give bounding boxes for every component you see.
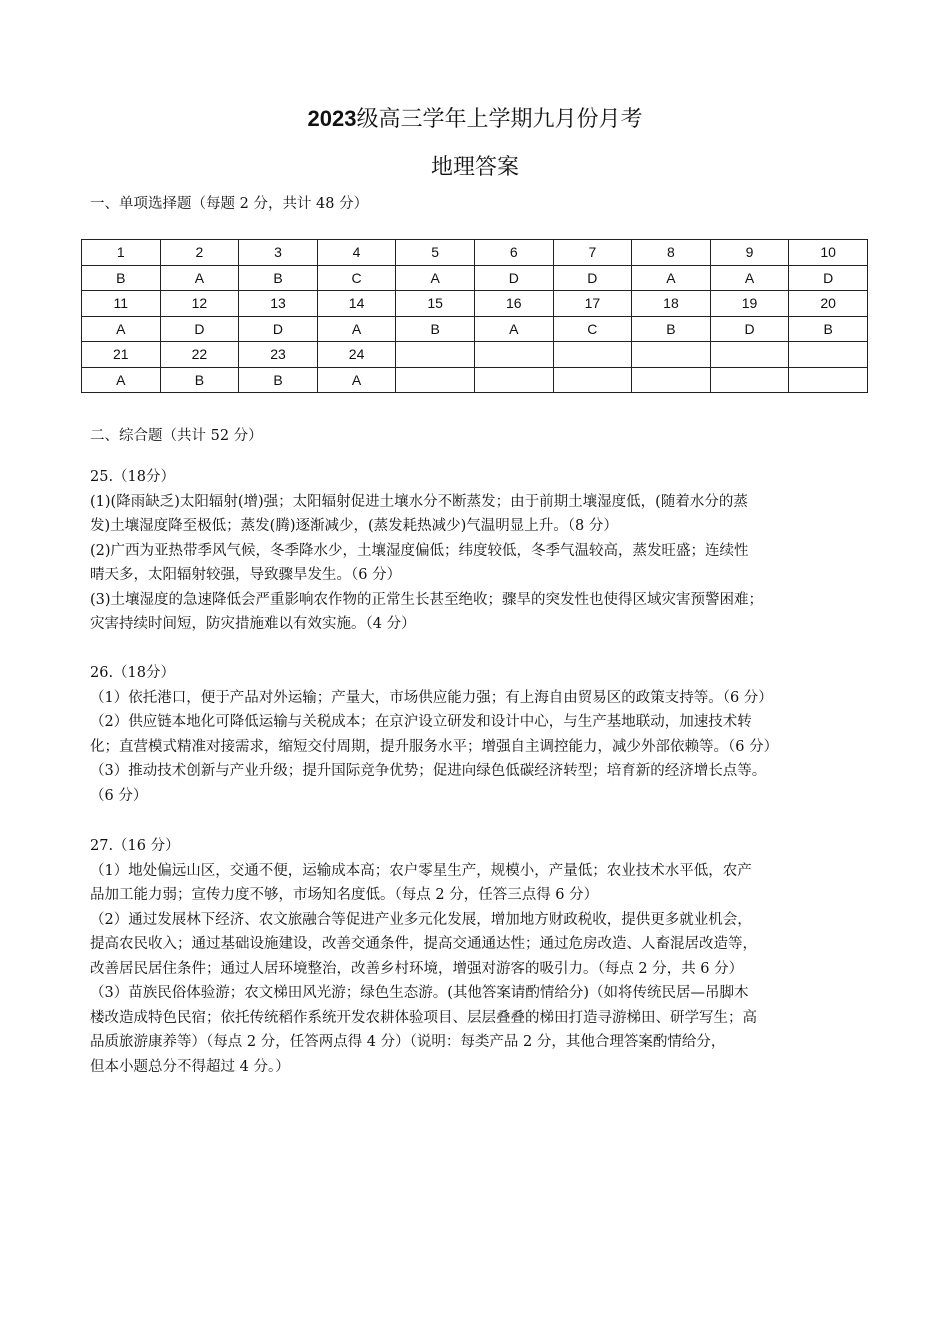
section2-heading: 二、综合题（共计 52 分） (90, 428, 263, 444)
page-title (0, 102, 950, 133)
table-cell: 22 (160, 342, 239, 368)
table-cell: 7 (553, 240, 632, 266)
table-cell: 15 (396, 291, 475, 317)
answer-line: (3)土壤湿度的急速降低会严重影响农作物的正常生长甚至绝收；骤旱的突发性也使得区域灾害预警困难； (90, 591, 764, 608)
answer-line: （1）地处偏远山区，交通不便，运输成本高；农户零星生产，规模小，产量低；农业技术水平低，农产 (90, 862, 752, 879)
table-cell: B (239, 367, 318, 393)
table-cell: D (239, 316, 318, 342)
table-cell: A (82, 367, 161, 393)
table-row (82, 367, 868, 393)
table-cell: B (789, 316, 868, 342)
table-cell: D (474, 265, 553, 291)
answer-line: （3）推动技术创新与产业升级；提升国际竞争优势；促进向绿色低碳经济转型；培育新的经济增长点等。 (90, 763, 767, 779)
answer-line: 晴天多，太阳辐射较强，导致骤旱发生。（6 分） (90, 567, 402, 583)
table-cell: B (239, 265, 318, 291)
table-cell: A (317, 367, 396, 393)
table-cell: D (789, 265, 868, 291)
table-cell: 18 (632, 291, 711, 317)
title-year: 2023 (307, 106, 357, 131)
question-25 (90, 465, 870, 637)
table-row (82, 291, 868, 317)
table-cell (553, 342, 632, 368)
table-cell: B (632, 316, 711, 342)
table-cell (396, 342, 475, 368)
table-cell: A (396, 265, 475, 291)
table-cell: 3 (239, 240, 318, 266)
table-row (82, 265, 868, 291)
table-cell: 9 (710, 240, 789, 266)
answer-line: （2）供应链本地化可降低运输与关税成本；在京沪设立研发和设计中心，与生产基地联动，加速技术转 (90, 714, 752, 730)
question-27 (90, 834, 870, 1079)
table-cell (474, 367, 553, 393)
table-cell: 2 (160, 240, 239, 266)
table-cell: 16 (474, 291, 553, 317)
question-26 (90, 661, 870, 808)
table-cell: 24 (317, 342, 396, 368)
table-cell: 1 (82, 240, 161, 266)
section1-heading: 一、单项选择题（每题 2 分，共计 48 分） (90, 196, 369, 212)
table-cell: 4 (317, 240, 396, 266)
question-label: 27.（16 分） (90, 838, 180, 854)
table-row (82, 316, 868, 342)
table-cell: A (632, 265, 711, 291)
title-text: 级高三学年上学期九月份月考 (356, 107, 643, 132)
table-cell: A (474, 316, 553, 342)
table-cell: 8 (632, 240, 711, 266)
table-cell: 12 (160, 291, 239, 317)
question-label: 25.（18分） (90, 469, 176, 485)
answer-line: （6 分） (90, 787, 148, 804)
answer-line: （2）通过发展林下经济、农文旅融合等促进产业多元化发展，增加地方财政税收，提供更多就业机会， (90, 911, 752, 928)
question-label: 26.（18分） (90, 665, 176, 681)
table-cell (553, 367, 632, 393)
table-cell (789, 367, 868, 393)
answer-line: 灾害持续时间短，防灾措施难以有效实施。（4 分） (90, 616, 416, 632)
table-cell: 17 (553, 291, 632, 317)
table-cell: A (317, 316, 396, 342)
table-row (82, 342, 868, 368)
answer-line: 改善居民居住条件；通过人居环境整治，改善乡村环境，增强对游客的吸引力。（每点 2 分，共 6 分） (90, 960, 744, 977)
answer-line: （1）依托港口，便于产品对外运输；产量大，市场供应能力强；有上海自由贸易区的政策支持等。（6 分） (90, 689, 773, 706)
table-cell: 23 (239, 342, 318, 368)
answer-line: (1)(降雨缺乏)太阳辐射(增)强；太阳辐射促进土壤水分不断蒸发；由于前期土壤湿度低，(随着水分的蒸 (90, 493, 748, 510)
answer-line: 提高农民收入；通过基础设施建设，改善交通条件，提高交通通达性；通过危房改造、人畜混居改造等， (90, 936, 757, 952)
table-cell: A (82, 316, 161, 342)
table-cell: 5 (396, 240, 475, 266)
answer-line: 楼改造成特色民宿；依托传统稻作系统开发农耕体验项目、层层叠叠的梯田打造寻游梯田、研学写生；高 (90, 1009, 757, 1026)
table-cell: D (160, 316, 239, 342)
table-cell: 10 (789, 240, 868, 266)
table-cell: 6 (474, 240, 553, 266)
table-cell (474, 342, 553, 368)
table-cell: B (82, 265, 161, 291)
table-cell: 20 (789, 291, 868, 317)
answer-table (81, 239, 868, 393)
table-cell: B (160, 367, 239, 393)
table-cell (632, 367, 711, 393)
table-cell: 14 (317, 291, 396, 317)
table-cell: 11 (82, 291, 161, 317)
table-cell: D (553, 265, 632, 291)
page-subtitle: 地理答案 (430, 155, 519, 180)
table-cell: 13 (239, 291, 318, 317)
table-cell: C (553, 316, 632, 342)
table-cell (710, 367, 789, 393)
answer-line: 品质旅游康养等）（每点 2 分，任答两点得 4 分）（说明：每类产品 2 分，其他合理答案酌情给分， (90, 1034, 726, 1050)
table-cell: 21 (82, 342, 161, 368)
answer-line: (2)广西为亚热带季风气候，冬季降水少，土壤湿度偏低；纬度较低，冬季气温较高，蒸发旺盛；连续性 (90, 542, 749, 559)
table-cell: 19 (710, 291, 789, 317)
answer-line: 品加工能力弱；宣传力度不够，市场知名度低。（每点 2 分，任答三点得 6 分） (90, 887, 599, 903)
answer-line: 发)土壤湿度降至极低；蒸发(腾)逐渐减少，(蒸发耗热减少)气温明显上升。（8 分） (90, 518, 618, 534)
table-cell: A (160, 265, 239, 291)
table-cell: A (710, 265, 789, 291)
table-cell: B (396, 316, 475, 342)
answer-line: 但本小题总分不得超过 4 分。） (90, 1058, 290, 1075)
table-cell: D (710, 316, 789, 342)
answer-line: 化；直营模式精准对接需求，缩短交付周期，提升服务水平；增强自主调控能力，减少外部依赖等。（6 分） (90, 738, 779, 755)
table-cell (396, 367, 475, 393)
table-cell (632, 342, 711, 368)
table-row (82, 240, 868, 266)
table-cell (789, 342, 868, 368)
answer-line: （3）苗族民俗体验游；农文梯田风光游；绿色生态游。(其他答案请酌情给分)（如将传统民居—吊脚木 (90, 985, 749, 1001)
table-cell (710, 342, 789, 368)
table-cell: C (317, 265, 396, 291)
